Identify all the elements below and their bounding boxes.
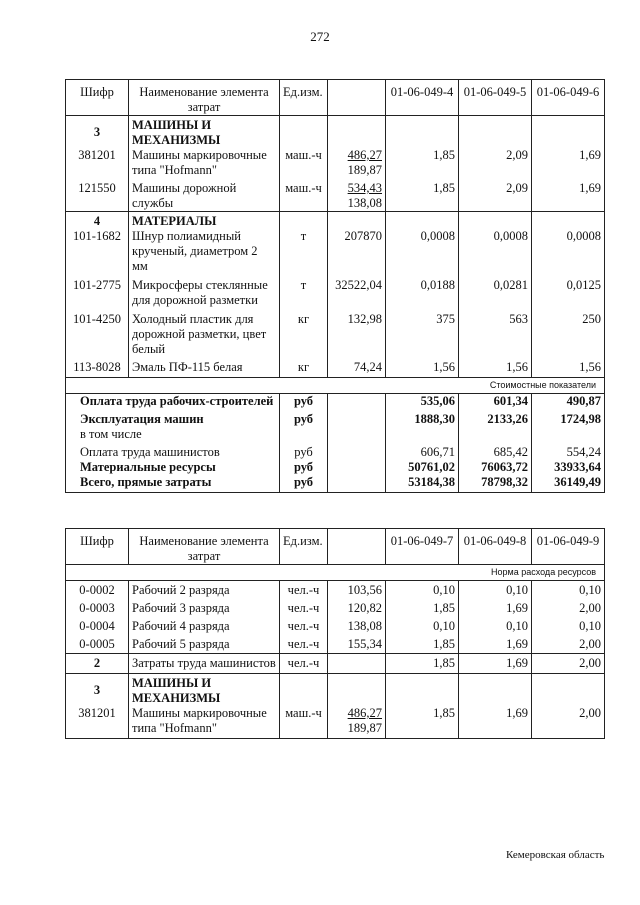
row-name: Шнур полиамидный крученый, диаметром 2 мм [129,229,280,274]
row-name: Машины дорожной службы [129,178,280,212]
cost-name: Материальные ресурсы [66,460,280,475]
row-value: 2,00 [532,654,605,674]
band-row [66,565,605,581]
cost-name: в том числе [66,427,280,442]
cost-unit: руб [280,394,328,410]
header-col-1: 01-06-049-7 [386,529,459,565]
row-value: 0,0281 [459,274,532,308]
table-row [66,274,605,308]
row-name: Рабочий 3 разряда [129,598,280,616]
band-label: Стоимостные показатели [66,378,605,394]
row-name: Машины маркировочные типа "Hofmann" [129,148,280,178]
row-value: 2,00 [532,598,605,616]
cost-value: 36149,49 [532,475,605,493]
table-header-row [66,80,605,116]
cost-value: 606,71 [386,442,459,460]
cost-row [66,460,605,475]
row-price: 155,34 [328,634,386,654]
header-col-3: 01-06-049-9 [532,529,605,565]
section-title: МАШИНЫ И МЕХАНИЗМЫ [129,116,280,149]
row-value: 375 [386,308,459,357]
price-bottom: 138,08 [347,196,382,210]
table-row [66,357,605,378]
row-value: 1,69 [532,148,605,178]
section-number: 3 [66,116,129,149]
page-footer: Кемеровская область [506,849,605,861]
row-value: 2,00 [532,634,605,654]
row-unit: чел.-ч [280,616,328,634]
page-number: 272 [310,29,330,44]
row-value: 2,09 [459,148,532,178]
row-unit: чел.-ч [280,634,328,654]
row-value: 2,00 [532,706,605,739]
section-title-row [66,674,605,707]
row-unit: маш.-ч [280,706,328,739]
cost-value: 1724,98 [532,409,605,427]
section-number: 4 [66,212,129,230]
row-value: 0,0188 [386,274,459,308]
cost-value: 601,34 [459,394,532,410]
section-number: 2 [66,654,129,674]
row-code: 121550 [66,178,129,212]
row-value: 1,85 [386,706,459,739]
cost-value [532,427,605,442]
row-code: 381201 [66,148,129,178]
header-col-2: 01-06-049-8 [459,529,532,565]
table-row [66,178,605,212]
cost-unit: руб [280,460,328,475]
header-price [328,80,386,116]
row-code: 101-4250 [66,308,129,357]
row-unit: т [280,229,328,274]
cost-value [386,427,459,442]
cost-row [66,394,605,410]
row-unit: кг [280,308,328,357]
row-price: 207870 [328,229,386,274]
row-value: 1,56 [459,357,532,378]
cost-value: 2133,26 [459,409,532,427]
table-row [66,229,605,274]
row-unit: чел.-ч [280,654,328,674]
cost-name: Эксплуатация машин [66,409,280,427]
row-value: 0,10 [386,581,459,599]
cost-value: 78798,32 [459,475,532,493]
table-row [66,598,605,616]
row-value: 1,85 [386,654,459,674]
header-name: Наименование элемента затрат [129,80,280,116]
cost-value: 76063,72 [459,460,532,475]
section-title: МАШИНЫ И МЕХАНИЗМЫ [129,674,280,707]
row-code: 101-1682 [66,229,129,274]
row-value: 1,69 [459,598,532,616]
section-title-row [66,116,605,149]
row-value: 1,85 [386,178,459,212]
header-name: Наименование элемента затрат [129,529,280,565]
header-price [328,529,386,565]
resource-table-2 [65,528,605,739]
table-row [66,148,605,178]
price-bottom: 189,87 [347,163,382,177]
cost-unit: руб [280,442,328,460]
cost-value: 53184,38 [386,475,459,493]
row-name: Рабочий 4 разряда [129,616,280,634]
cost-name: Всего, прямые затраты [66,475,280,493]
row-code: 0-0003 [66,598,129,616]
row-code: 0-0002 [66,581,129,599]
row-value: 1,56 [386,357,459,378]
table-row [66,634,605,654]
row-name: Эмаль ПФ-115 белая [129,357,280,378]
row-name: Рабочий 2 разряда [129,581,280,599]
row-name: Машины маркировочные типа "Hofmann" [129,706,280,739]
row-value: 0,10 [459,581,532,599]
row-unit: чел.-ч [280,598,328,616]
cost-value [459,427,532,442]
row-code: 101-2775 [66,274,129,308]
row-unit: маш.-ч [280,148,328,178]
table-row [66,581,605,599]
row-value: 2,09 [459,178,532,212]
price-bottom: 189,87 [347,721,382,735]
row-price [328,148,386,178]
band-row [66,378,605,394]
row-value: 563 [459,308,532,357]
row-code: 113-8028 [66,357,129,378]
section-title: МАТЕРИАЛЫ [129,212,280,230]
header-unit: Ед.изм. [280,80,328,116]
band-label: Норма расхода ресурсов [66,565,605,581]
row-price: 32522,04 [328,274,386,308]
row-value: 1,69 [532,178,605,212]
row-code: 0-0005 [66,634,129,654]
cost-value: 490,87 [532,394,605,410]
cost-row [66,409,605,427]
row-value: 0,10 [386,616,459,634]
row-name: Холодный пластик для дорожной разметки, цвет белый [129,308,280,357]
row-value: 0,0008 [459,229,532,274]
row-price: 103,56 [328,581,386,599]
header-unit: Ед.изм. [280,529,328,565]
row-name: Рабочий 5 разряда [129,634,280,654]
price-top: 486,27 [347,706,382,720]
cost-value: 50761,02 [386,460,459,475]
header-code: Шифр [66,80,129,116]
row-value: 1,85 [386,634,459,654]
cost-name: Оплата труда машинистов [66,442,280,460]
section-number: 3 [66,674,129,707]
table-row [66,308,605,357]
cost-value: 535,06 [386,394,459,410]
row-price: 132,98 [328,308,386,357]
row-code: 0-0004 [66,616,129,634]
cost-value: 1888,30 [386,409,459,427]
row-price: 120,82 [328,598,386,616]
cost-row [66,427,605,442]
row-name: Затраты труда машинистов [129,654,280,674]
row-unit: т [280,274,328,308]
row-unit: чел.-ч [280,581,328,599]
row-value: 0,0008 [532,229,605,274]
row-price: 74,24 [328,357,386,378]
row-name: Микросферы стеклянные для дорожной разметки [129,274,280,308]
cost-row [66,442,605,460]
row-unit: кг [280,357,328,378]
row-price: 138,08 [328,616,386,634]
cost-value: 685,42 [459,442,532,460]
cost-unit: руб [280,475,328,493]
row-value: 1,56 [532,357,605,378]
cost-name: Оплата труда рабочих-строителей [66,394,280,410]
row-value: 1,85 [386,598,459,616]
cost-unit [280,427,328,442]
row-value: 1,69 [459,634,532,654]
cost-row [66,475,605,493]
table-header-row [66,529,605,565]
row-value: 1,85 [386,148,459,178]
row-value: 0,10 [459,616,532,634]
cost-value: 554,24 [532,442,605,460]
resource-table-1 [65,79,605,493]
table-row [66,706,605,739]
row-value: 0,10 [532,581,605,599]
header-col-2: 01-06-049-5 [459,80,532,116]
table-row [66,616,605,634]
cost-value: 33933,64 [532,460,605,475]
row-value: 250 [532,308,605,357]
header-col-3: 01-06-049-6 [532,80,605,116]
row-value: 0,10 [532,616,605,634]
header-code: Шифр [66,529,129,565]
price-top: 486,27 [347,148,382,162]
row-value: 1,69 [459,654,532,674]
row-price [328,706,386,739]
row-value: 0,0008 [386,229,459,274]
machinists-row [66,654,605,674]
row-price [328,178,386,212]
price-top: 534,43 [347,181,382,195]
row-value: 0,0125 [532,274,605,308]
row-code: 381201 [66,706,129,739]
header-col-1: 01-06-049-4 [386,80,459,116]
section-title-row [66,212,605,230]
cost-unit: руб [280,409,328,427]
row-unit: маш.-ч [280,178,328,212]
row-value: 1,69 [459,706,532,739]
